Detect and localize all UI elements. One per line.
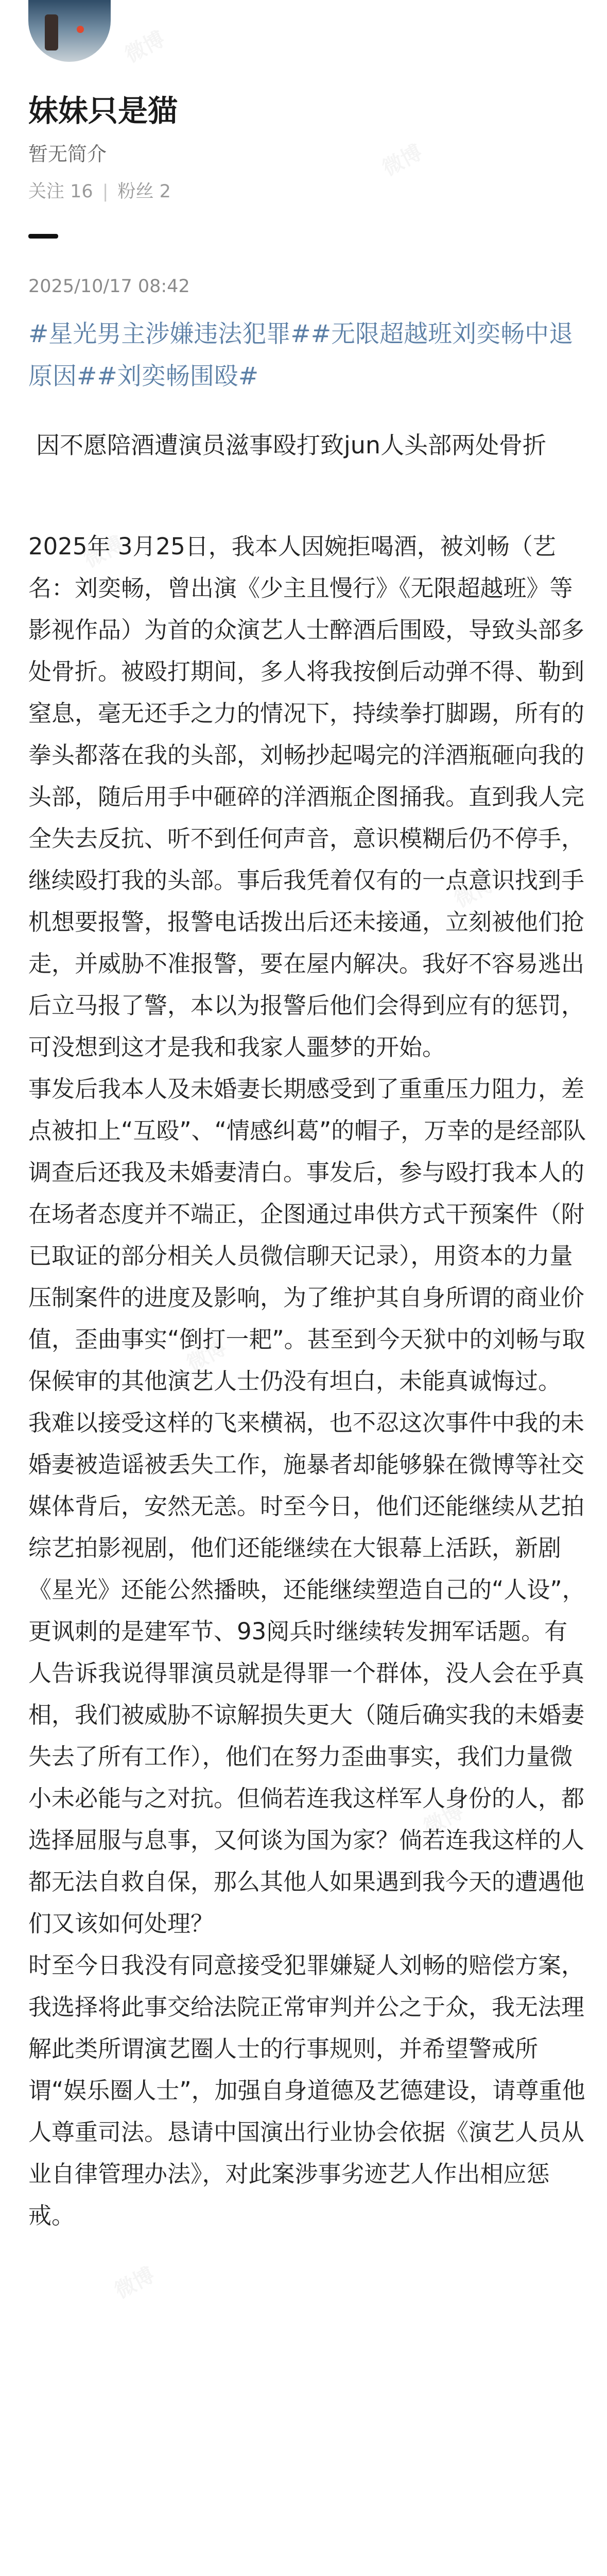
hashtag-link[interactable]: #无限超越班刘奕畅中退原因# (28, 320, 574, 391)
profile-stats (28, 177, 171, 203)
watermark (119, 23, 169, 69)
post-paragraph: 事发后我本人及未婚妻长期感受到了重重压力阻力，差点被扣上“互殴”、“情感纠葛”的帽子，万幸的是经部队调查后还我及未婚妻清白。事发后，参与殴打我本人的在场者态度并不端正，企图通过串供方式干预案件（附已取证的部分相关人员微信聊天记录），用资本的力量压制案件的进度及影响，为了维护其自身所谓的商业价值，歪曲事实“倒打一耙”。甚至到今天狱中的刘畅与取保候审的其他演艺人士仍没有坦白，未能真诚悔过。 (28, 1075, 586, 1395)
watermark (109, 2259, 159, 2304)
stats-separator: | (102, 181, 109, 202)
post-date: 2025/10/17 08:42 (28, 276, 190, 297)
following-count: 16 (70, 181, 93, 202)
hashtag-list (28, 313, 584, 398)
post-paragraph: 2025年 3月25日，我本人因婉拒喝酒，被刘畅（艺名：刘奕畅，曾出演《少主且慢行》《无限超越班》等影视作品）为首的众演艺人士醉酒后围殴，导致头部多处骨折。被殴打期间，多人将我按倒后动弹不得、勒到窒息，毫无还手之力的情况下，持续拳打脚踢，所有的拳头都落在我的头部，刘畅抄起喝完的洋酒瓶砸向我的头部，随后用手中砸碎的洋酒瓶企图捅我。直到我人完全失去反抗、听不到任何声音，意识模糊后仍不停手，继续殴打我的头部。事后我凭着仅有的一点意识找到手机想要报警，报警电话拨出后还未接通，立刻被他们抢走，并威胁不准报警，要在屋内解决。我好不容易逃出后立马报了警，本以为报警后他们会得到应有的惩罚，可没想到这才是我和我家人噩梦的开始。 (28, 533, 585, 1061)
hashtag-link[interactable]: #刘奕畅围殴# (97, 362, 259, 391)
following-link[interactable] (28, 181, 93, 202)
post-headline: 因不愿陪酒遭演员滋事殴打致jun人头部两处骨折 (36, 431, 547, 459)
followers-count: 2 (159, 181, 171, 202)
profile-name: 妹妹只是猫 (28, 93, 178, 128)
profile-bio: 暂无简介 (28, 143, 107, 165)
watermark (376, 137, 426, 182)
post-body (28, 526, 589, 2236)
followers-label: 粉丝 (117, 181, 154, 202)
hashtag-link[interactable]: #星光男主涉嫌违法犯罪# (28, 320, 311, 348)
following-label: 关注 (28, 181, 65, 202)
avatar[interactable] (28, 0, 111, 62)
followers-link[interactable] (118, 181, 171, 202)
post-paragraph: 时至今日我没有同意接受犯罪嫌疑人刘畅的赔偿方案，我选择将此事交给法院正常审判并公之于众，我无法理解此类所谓演艺圈人士的行事规则，并希望警戒所谓“娱乐圈人士”，加强自身道德及艺德建设，请尊重他人尊重司法。恳请中国演出行业协会依据《演艺人员从业自律管理办法》，对此案涉事劣迹艺人作出相应惩戒。 (28, 1952, 585, 2229)
tab-indicator (28, 234, 58, 239)
post-paragraph: 我难以接受这样的飞来横祸，也不忍这次事件中我的未婚妻被造谣被丢失工作，施暴者却能够躲在微博等社交媒体背后，安然无恙。时至今日，他们还能继续从艺拍综艺拍影视剧，他们还能继续在大银幕上活跃，新剧《星光》还能公然播映，还能继续塑造自己的“人设”，更讽刺的是建军节、93阅兵时继续转发拥军话题。有人告诉我说得罪演员就是得罪一个群体，没人会在乎真相，我们被威胁不谅解损失更大（随后确实我的未婚妻失去了所有工作），他们在努力歪曲事实，我们力量微小未必能与之对抗。但倘若连我这样军人身份的人，都选择屈服与息事，又何谈为国为家？倘若连我这样的人都无法自救自保，那么其他人如果遇到我今天的遭遇他们又该如何处理？ (28, 1409, 585, 1937)
